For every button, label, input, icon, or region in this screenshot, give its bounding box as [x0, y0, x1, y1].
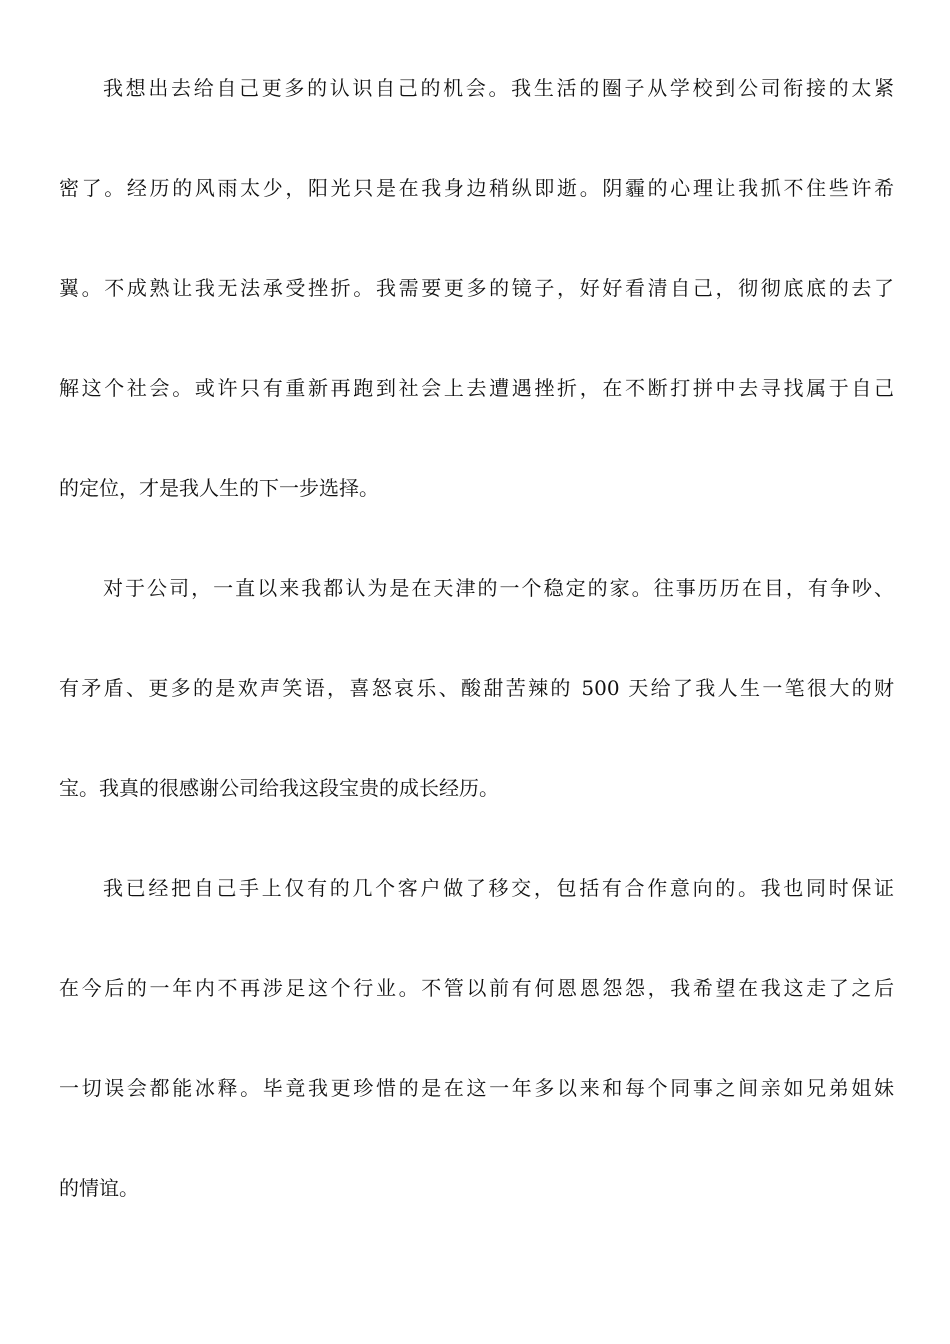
- paragraph-3-line-2: 在今后的一年内不再涉足这个行业。不管以前有何恩恩怨怨，我希望在我这走了之后: [59, 976, 894, 1000]
- paragraph-1-line-3: 翼。不成熟让我无法承受挫折。我需要更多的镜子，好好看清自己，彻彻底底的去了: [59, 276, 894, 300]
- document-body: [59, 60, 894, 1260]
- paragraph-1-line-4: 解这个社会。或许只有重新再跑到社会上去遭遇挫折，在不断打拼中去寻找属于自己: [59, 376, 894, 400]
- paragraph-3-line-3: 一切误会都能冰释。毕竟我更珍惜的是在这一年多以来和每个同事之间亲如兄弟姐妹: [59, 1076, 894, 1100]
- paragraph-1-line-5: 的定位，才是我人生的下一步选择。: [59, 476, 379, 500]
- paragraph-1-line-2: 密了。经历的风雨太少，阳光只是在我身边稍纵即逝。阴霾的心理让我抓不住些许希: [59, 176, 894, 200]
- paragraph-3-line-4: 的情谊。: [59, 1176, 139, 1200]
- paragraph-2-line-3: 宝。我真的很感谢公司给我这段宝贵的成长经历。: [59, 776, 499, 800]
- paragraph-3-line-1: 我已经把自己手上仅有的几个客户做了移交，包括有合作意向的。我也同时保证: [103, 876, 894, 900]
- paragraph-2-line-1: 对于公司，一直以来我都认为是在天津的一个稳定的家。往事历历在目，有争吵、: [103, 576, 894, 600]
- paragraph-2-line-2: 有矛盾、更多的是欢声笑语，喜怒哀乐、酸甜苦辣的 500 天给了我人生一笔很大的财: [59, 676, 894, 700]
- paragraph-1-line-1: 我想出去给自己更多的认识自己的机会。我生活的圈子从学校到公司衔接的太紧: [103, 76, 894, 100]
